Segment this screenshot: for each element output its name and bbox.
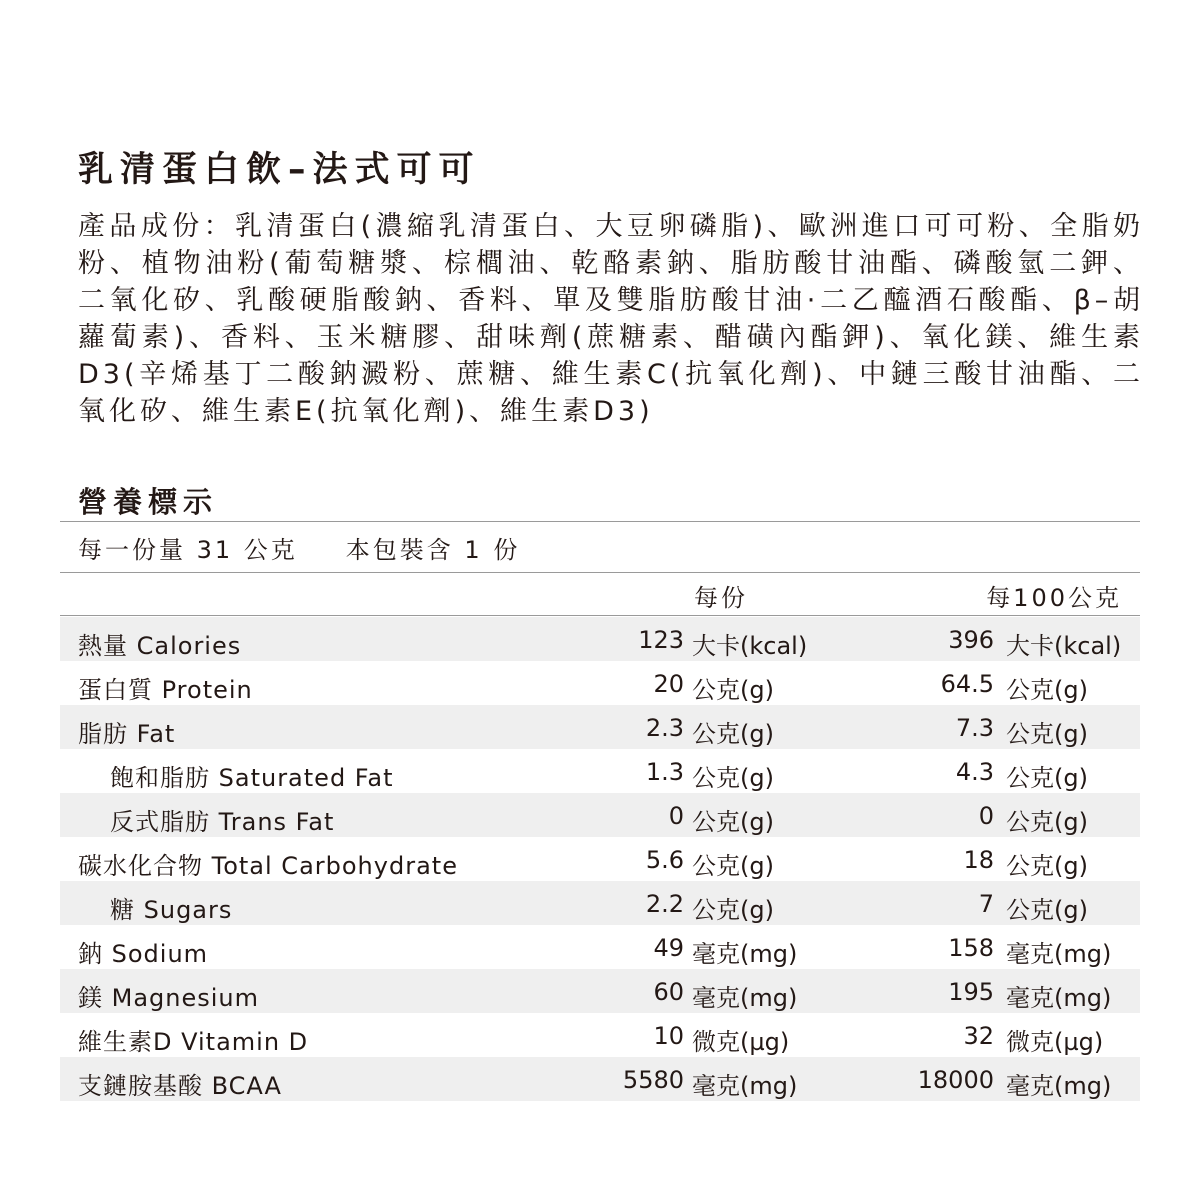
per-serving-unit: 公克(g): [692, 808, 774, 836]
per-100g-unit: 微克(µg): [1006, 1028, 1104, 1056]
per-serving-value: 5.6: [645, 846, 684, 874]
column-header-per-serving: 每份: [694, 584, 748, 612]
nutrient-name: 熱量 Calories: [78, 632, 242, 660]
serving-size: 每一份量 31 公克: [78, 536, 298, 564]
per-serving-unit: 毫克(mg): [692, 984, 798, 1012]
per-serving-value: 5580: [622, 1066, 684, 1094]
nutrient-name: 飽和脂肪 Saturated Fat: [110, 764, 394, 792]
per-serving-value: 0: [668, 802, 684, 830]
per-100g-unit: 大卡(kcal): [1006, 632, 1122, 660]
per-serving-value: 10: [653, 1022, 684, 1050]
per-serving-unit: 公克(g): [692, 720, 774, 748]
table-row: [60, 969, 1140, 1013]
per-100g-value: 4.3: [955, 758, 994, 786]
per-100g-unit: 公克(g): [1006, 808, 1088, 836]
per-100g-unit: 公克(g): [1006, 852, 1088, 880]
divider: [60, 615, 1140, 616]
per-serving-unit: 毫克(mg): [692, 1072, 798, 1100]
ingredients-text: 產品成份：乳清蛋白(濃縮乳清蛋白、大豆卵磷脂)、歐洲進口可可粉、全脂奶粉、植物油粉(葡萄糖漿、棕櫚油、乾酪素鈉、脂肪酸甘油酯、磷酸氫二鉀、二氧化矽、乳酸硬脂酸鈉、香料、單及雙脂肪酸甘油·二乙醯酒石酸酯、β–胡蘿蔔素)、香料、玉米糖膠、甜味劑(蔗糖素、醋磺內酯鉀)、氧化鎂、維生素D3(辛烯基丁二酸鈉澱粉、蔗糖、維生素C(抗氧化劑)、中鏈三酸甘油酯、二氧化矽、維生素E(抗氧化劑)、維生素D3): [78, 211, 1144, 427]
per-serving-unit: 微克(µg): [692, 1028, 790, 1056]
per-100g-value: 7: [978, 890, 994, 918]
per-100g-value: 18000: [917, 1066, 994, 1094]
nutrient-name: 糖 Sugars: [110, 896, 233, 924]
per-100g-value: 64.5: [940, 670, 994, 698]
table-row: [60, 881, 1140, 925]
divider: [60, 572, 1140, 573]
product-title: 乳清蛋白飲–法式可可: [78, 150, 481, 190]
per-serving-value: 49: [653, 934, 684, 962]
per-100g-value: 195: [948, 978, 994, 1006]
table-row: [60, 837, 1140, 881]
per-100g-unit: 公克(g): [1006, 896, 1088, 924]
table-row: [60, 1013, 1140, 1057]
nutrient-name: 脂肪 Fat: [78, 720, 176, 748]
table-row: [60, 617, 1140, 661]
per-100g-unit: 公克(g): [1006, 720, 1088, 748]
nutrient-name: 支鏈胺基酸 BCAA: [78, 1072, 282, 1100]
per-100g-value: 7.3: [955, 714, 994, 742]
table-row: [60, 749, 1140, 793]
per-serving-value: 60: [653, 978, 684, 1006]
per-100g-value: 32: [963, 1022, 994, 1050]
nutrient-name: 反式脂肪 Trans Fat: [110, 808, 335, 836]
nutrition-table: [60, 617, 1140, 1101]
per-100g-unit: 公克(g): [1006, 764, 1088, 792]
per-100g-value: 396: [948, 626, 994, 654]
per-serving-unit: 毫克(mg): [692, 940, 798, 968]
per-serving-unit: 大卡(kcal): [692, 632, 808, 660]
table-row: [60, 793, 1140, 837]
per-100g-value: 158: [948, 934, 994, 962]
per-100g-value: 18: [963, 846, 994, 874]
per-100g-unit: 毫克(mg): [1006, 1072, 1112, 1100]
table-row: [60, 705, 1140, 749]
table-row: [60, 661, 1140, 705]
per-serving-unit: 公克(g): [692, 852, 774, 880]
nutrition-title: 營養標示: [78, 485, 219, 519]
per-serving-value: 2.3: [645, 714, 684, 742]
servings-per-pack: 本包裝含 1 份: [345, 536, 521, 564]
per-serving-unit: 公克(g): [692, 676, 774, 704]
per-serving-unit: 公克(g): [692, 764, 774, 792]
serving-info: [78, 530, 520, 565]
nutrient-name: 鈉 Sodium: [78, 940, 209, 968]
nutrient-name: 維生素D Vitamin D: [78, 1028, 309, 1056]
per-100g-value: 0: [978, 802, 994, 830]
per-serving-value: 123: [638, 626, 684, 654]
per-100g-unit: 毫克(mg): [1006, 940, 1112, 968]
per-serving-unit: 公克(g): [692, 896, 774, 924]
column-header-per-100g: 每100公克: [986, 584, 1122, 612]
per-serving-value: 20: [653, 670, 684, 698]
per-100g-unit: 公克(g): [1006, 676, 1088, 704]
per-serving-value: 1.3: [645, 758, 684, 786]
table-row: [60, 925, 1140, 969]
divider: [60, 521, 1140, 522]
per-100g-unit: 毫克(mg): [1006, 984, 1112, 1012]
nutrient-name: 鎂 Magnesium: [78, 984, 260, 1012]
table-row: [60, 1057, 1140, 1101]
nutrient-name: 碳水化合物 Total Carbohydrate: [78, 852, 458, 880]
nutrient-name: 蛋白質 Protein: [78, 676, 253, 704]
per-serving-value: 2.2: [645, 890, 684, 918]
